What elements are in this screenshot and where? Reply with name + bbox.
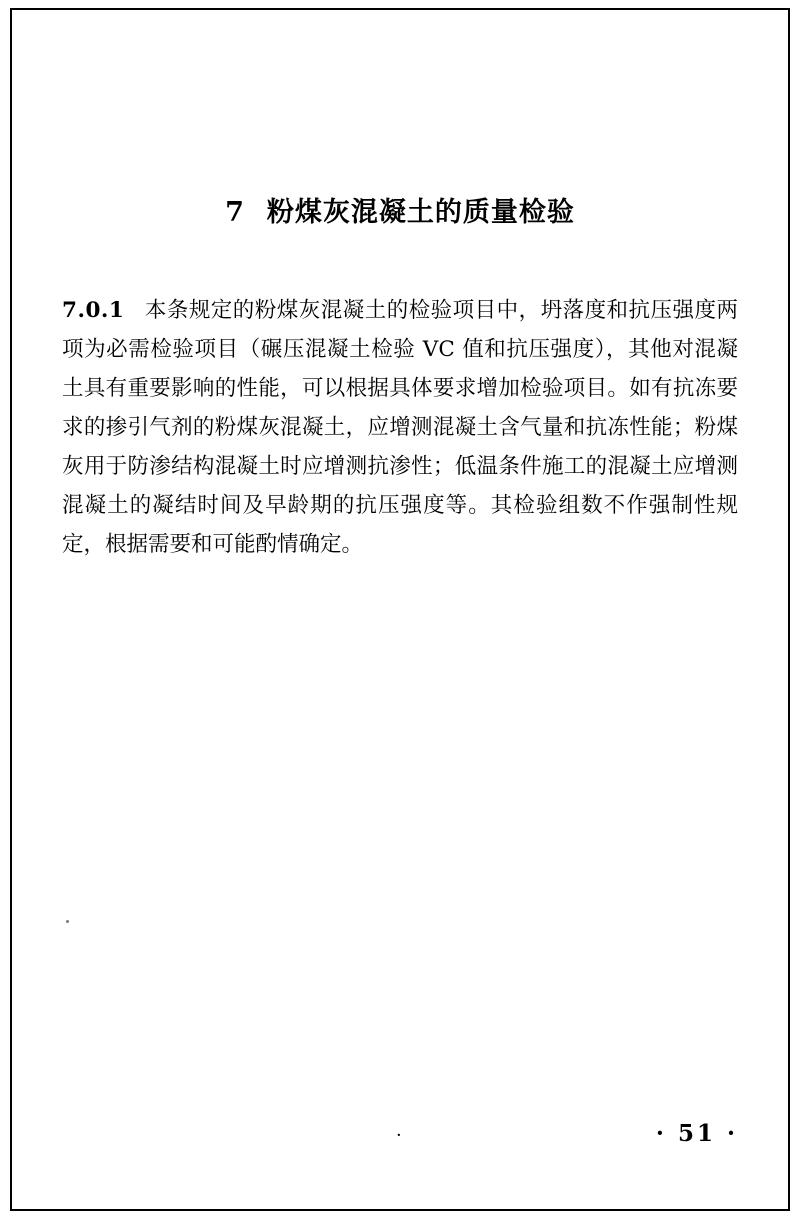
- clause-number: 7.0.1: [62, 298, 125, 323]
- chapter-title-text: 粉煤灰混凝土的质量检验: [266, 197, 575, 228]
- page-footer: [0, 1120, 800, 1155]
- clause-text: 本条规定的粉煤灰混凝土的检验项目中，坍落度和抗压强度两项为必需检验项目（碾压混凝土检验 VC 值和抗压强度），其他对混凝土具有重要影响的性能，可以根据具体要求增加检验项目。如有抗冻要求的掺引气剂的粉煤灰混凝土，应增测混凝土含气量和抗冻性能；粉煤灰用于防渗结构混凝土时应增测抗渗性；低温条件施工的混凝土应增测混凝土的凝结时间及早龄期的抗压强度等。其检验组数不作强制性规定，根据需要和可能酌情确定。: [62, 298, 738, 557]
- page-number: [656, 1120, 738, 1147]
- clause-paragraph: [62, 291, 738, 564]
- page-number-value: 51: [677, 1120, 716, 1147]
- page-number-dot-left: ·: [655, 1120, 667, 1147]
- chapter-heading: [62, 190, 738, 229]
- chapter-number: 7: [225, 197, 245, 228]
- stray-ink-mark: [66, 920, 69, 923]
- page-number-dot-right: ·: [726, 1120, 738, 1147]
- footer-center-dot: ·: [396, 1125, 402, 1146]
- page-content: [62, 0, 738, 564]
